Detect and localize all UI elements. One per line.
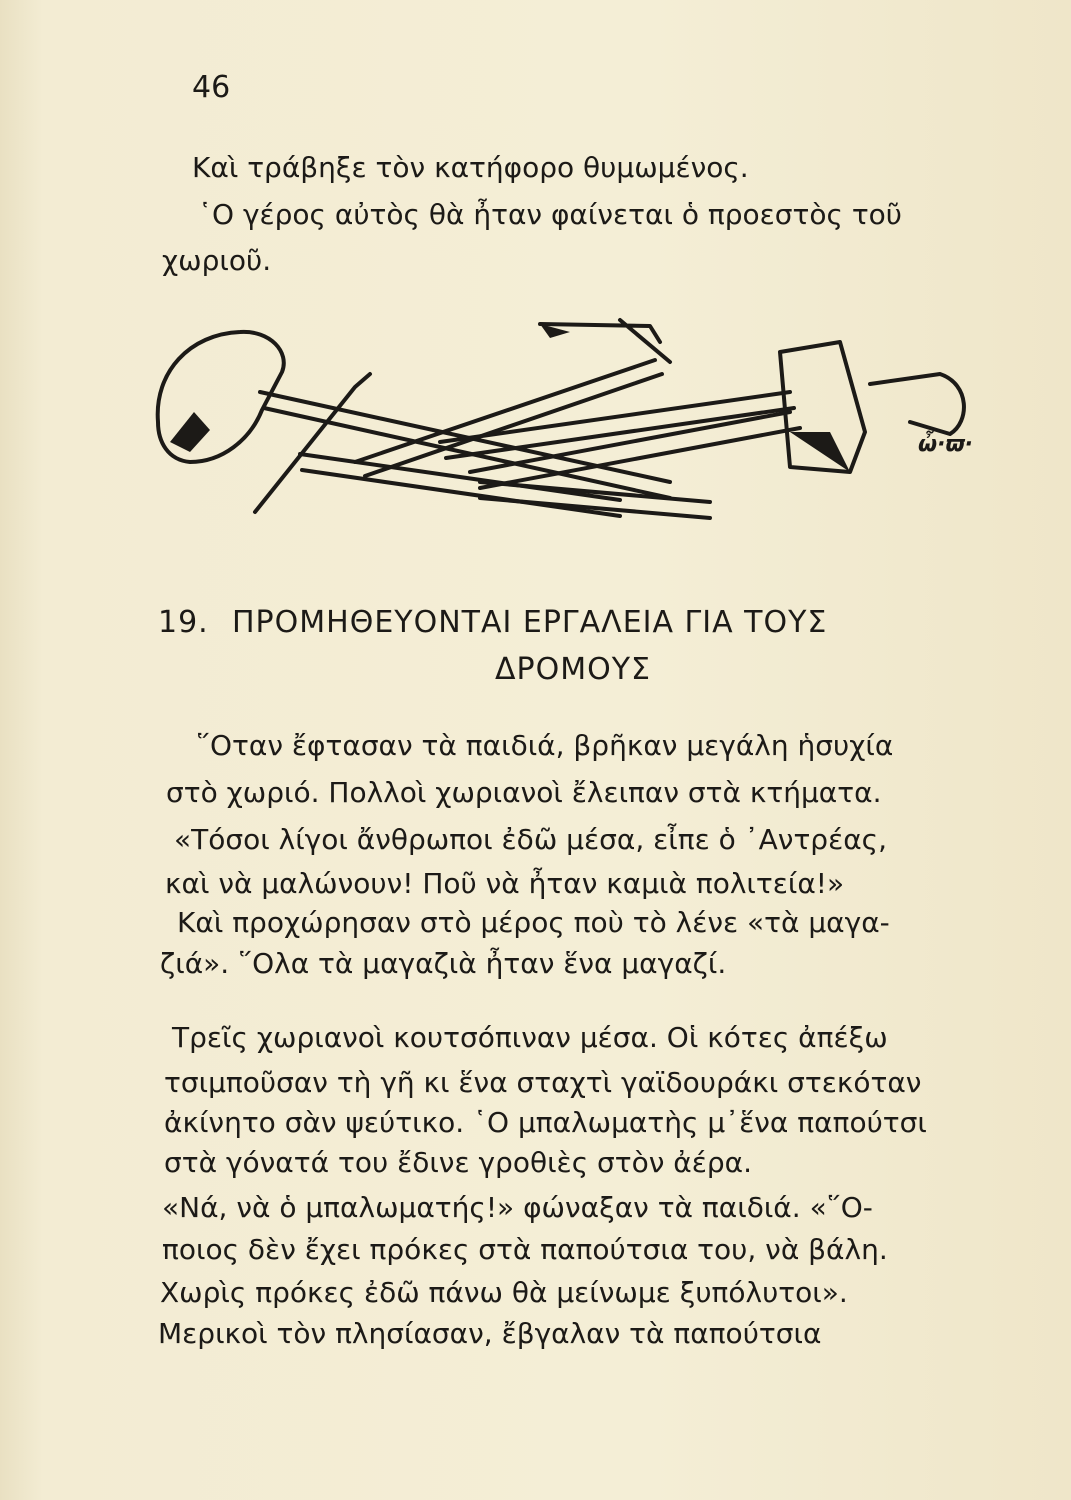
body-line: Μερικοὶ τὸν πλησίασαν, ἔβγαλαν τὰ παπούτσια [158, 1317, 822, 1350]
body-line: ζιά». ῞Ολα τὰ μαγαζιὰ ἦταν ἕνα μαγαζί. [160, 947, 727, 980]
pick-head-top [540, 320, 670, 362]
body-line: καὶ νὰ μαλώνουν! Ποῦ νὰ ἦταν καμιὰ πολιτεία!» [165, 867, 845, 900]
chapter-title-line-2: ΔΡΟΜΟΥΣ [495, 652, 652, 687]
body-line: ἀκίνητο σὰν ψεύτικο. ῾Ο μπαλωματὴς μ᾿ἕνα παπούτσι [164, 1106, 927, 1139]
body-line: ῞Οταν ἔφτασαν τὰ παιδιά, βρῆκαν μεγάλη ἡσυχία [196, 729, 894, 762]
body-line: Καὶ προχώρησαν στὸ μέρος ποὺ τὸ λένε «τὰ μαγα- [177, 906, 890, 939]
pick-handle-2 [440, 392, 794, 458]
body-line: ποιος δὲν ἔχει πρόκες στὰ παπούτσια του, νὰ βάλη. [162, 1233, 888, 1266]
body-line: στὰ γόνατά του ἔδινε γροθιὲς στὸν ἀέρα. [164, 1146, 753, 1179]
shading [170, 412, 210, 452]
chapter-number: 19. [158, 605, 209, 640]
illustrator-signature: ὦ·ϖ· [918, 432, 973, 457]
page-number: 46 [192, 70, 231, 105]
body-line: «Νά, νὰ ὁ μπαλωματής!» φώναξαν τὰ παιδιά. «῞Ο- [162, 1191, 873, 1224]
intro-line: χωριοῦ. [162, 244, 272, 277]
body-line: τσιμποῦσαν τὴ γῆ κι ἕνα σταχτὶ γαϊδουράκι στεκόταν [164, 1066, 922, 1099]
chapter-title-line-1: ΠΡΟΜΗΘΕΥΟΝΤΑΙ ΕΡΓΑΛΕΙΑ ΓΙΑ ΤΟΥΣ [232, 605, 828, 640]
intro-line: Καὶ τράβηξε τὸν κατήφορο θυμωμένος. [192, 151, 749, 184]
body-line: Τρεῖς χωριανοὶ κουτσόπιναν μέσα. Οἱ κότες ἀπέξω [172, 1021, 888, 1054]
body-line: Χωρὶς πρόκες ἐδῶ πάνω θὰ μείνωμε ξυπόλυτοι». [160, 1276, 848, 1309]
body-line: «Τόσοι λίγοι ἄνθρωποι ἐδῶ μέσα, εἶπε ὁ ᾿Αντρέας, [174, 823, 888, 856]
tools-illustration [150, 312, 980, 537]
shovel-blade-right [870, 374, 964, 434]
body-line: στὸ χωριό. Πολλοὶ χωριανοὶ ἔλειπαν στὰ κτήματα. [166, 776, 882, 809]
intro-line: ῾Ο γέρος αὐτὸς θὰ ἦταν φαίνεται ὁ προεστὸς τοῦ [198, 198, 903, 231]
